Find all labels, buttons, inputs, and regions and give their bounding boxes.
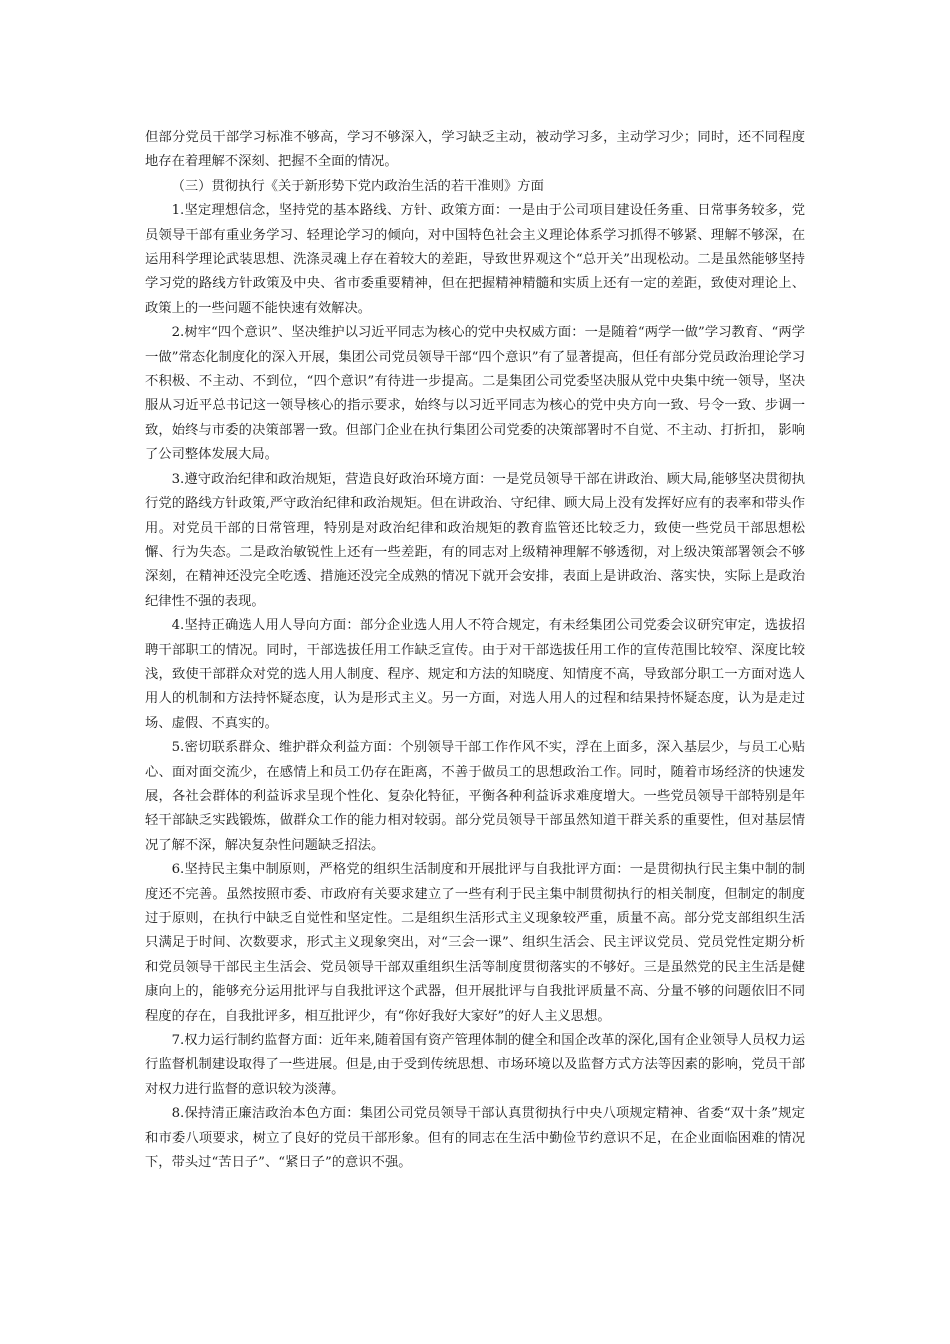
paragraph-item-2: 2.树牢“四个意识”、坚决维护以习近平同志为核心的党中央权威方面：一是随着“两学一做”学习教育、“两学一做”常态化制度化的深入开展，集团公司党员领导干部“四个意识”有了显著提高，但任有部分党员政治理论学习不积极、不主动、不到位，“四个意识”有待进一步提高。二是集团公司党委坚决服从党中央集中统一领导，坚决服从习近平总书记这一领导核心的指示要求，始终与以习近平同志为核心的党中央方向一致、号令一致、步调一致，始终与市委的决策部署一致。但部门企业在执行集团公司党委的决策部署时不自觉、不主动、打折扣， 影响了公司整体发展大局。 <box>145 325 805 463</box>
paragraph-item-7: 7.权力运行制约监督方面：近年来,随着国有资产管理体制的健全和国企改革的深化,国有企业领导人员权力运行监督机制建设取得了一些进展。但是,由于受到传统思想、市场环境以及监督方式方法等因素的影响，党员干部对权力进行监督的意识较为淡薄。 <box>145 1033 805 1097</box>
paragraph-item-4: 4.坚持正确选人用人导向方面：部分企业选人用人不符合规定，有未经集团公司党委会议研究审定，选拔招聘干部职工的情况。同时，干部选拔任用工作缺乏宣传。由于对干部选拔任用工作的宣传范围比较窄、深度比较浅，致使干部群众对党的选人用人制度、程序、规定和方法的知晓度、知情度不高，导致部分职工一方面对选人用人的机制和方法持怀疑态度，认为是形式主义。另一方面，对选人用人的过程和结果持怀疑态度，认为是走过场、虚假、不真实的。 <box>145 618 805 731</box>
paragraph-item-5: 5.密切联系群众、维护群众利益方面：个别领导干部工作作风不实，浮在上面多，深入基层少，与员工心贴心、面对面交流少，在感情上和员工仍存在距离，不善于做员工的思想政治工作。同时，随着市场经济的快速发展，各社会群体的利益诉求呈现个性化、复杂化特征，平衡各种利益诉求难度增大。一些党员领导干部特别是年轻干部缺乏实践锻炼，做群众工作的能力相对较弱。部分党员领导干部虽然知道干群关系的重要性，但对基层情况了解不深，解决复杂性问题缺乏招法。 <box>145 740 805 853</box>
paragraph-item-1: 1.坚定理想信念，坚持党的基本路线、方针、政策方面：一是由于公司项目建设任务重、日常事务较多，党员领导干部有重业务学习、轻理论学习的倾向，对中国特色社会主义理论体系学习抓得不够紧、理解不够深，在运用科学理论武装思想、洗涤灵魂上存在着较大的差距，导致世界观这个“总开关”出现松动。二是虽然能够坚持学习党的路线方针政策及中央、省市委重要精神，但在把握精神精髓和实质上还有一定的差距，致使对理论上、政策上的一些问题不能快速有效解决。 <box>145 203 805 316</box>
paragraph-continuation: 但部分党员干部学习标准不够高，学习不够深入，学习缺乏主动，被动学习多，主动学习少；同时，还不同程度地存在着理解不深刻、把握不全面的情况。 <box>145 130 805 170</box>
paragraph-item-6: 6.坚持民主集中制原则，严格党的组织生活制度和开展批评与自我批评方面：一是贯彻执行民主集中制的制度还不完善。虽然按照市委、市政府有关要求建立了一些有利于民主集中制贯彻执行的相关制度，但制定的制度过于原则，在执行中缺乏自觉性和坚定性。二是组织生活形式主义现象较严重，质量不高。部分党支部组织生活只满足于时间、次数要求，形式主义现象突出，对“三会一课”、组织生活会、民主评议党员、党员党性定期分析和党员领导干部民主生活会、党员领导干部双重组织生活等制度贯彻落实的不够好。三是虽然党的民主生活是健康向上的，能够充分运用批评与自我批评这个武器，但开展批评与自我批评质量不高、分量不够的问题依旧不同程度的存在，自我批评多，相互批评少，有“你好我好大家好”的好人主义思想。 <box>145 862 805 1024</box>
paragraph-item-3: 3.遵守政治纪律和政治规矩，营造良好政治环境方面：一是党员领导干部在讲政治、顾大局,能够坚决贯彻执行党的路线方针政策,严守政治纪律和政治规矩。但在讲政治、守纪律、顾大局上没有发挥好应有的表率和带头作用。对党员干部的日常管理，特别是对政治纪律和政治规矩的教育监管还比较乏力，致使一些党员干部思想松懈、行为失态。二是政治敏锐性上还有一些差距，有的同志对上级精神理解不够透彻，对上级决策部署领会不够深刻，在精神还没完全吃透、措施还没完全成熟的情况下就开会安排，表面上是讲政治、落实快，实际上是政治纪律性不强的表现。 <box>145 471 805 609</box>
section-heading: （三）贯彻执行《关于新形势下党内政治生活的若干准则》方面 <box>171 178 544 194</box>
paragraph-item-8: 8.保持清正廉洁政治本色方面：集团公司党员领导干部认真贯彻执行中央八项规定精神、省委“双十条”规定和市委八项要求，树立了良好的党员干部形象。但有的同志在生活中勤俭节约意识不足，在企业面临困难的情况下，带头过“苦日子”、“紧日子”的意识不强。 <box>145 1106 805 1171</box>
document-page <box>145 126 805 1175</box>
